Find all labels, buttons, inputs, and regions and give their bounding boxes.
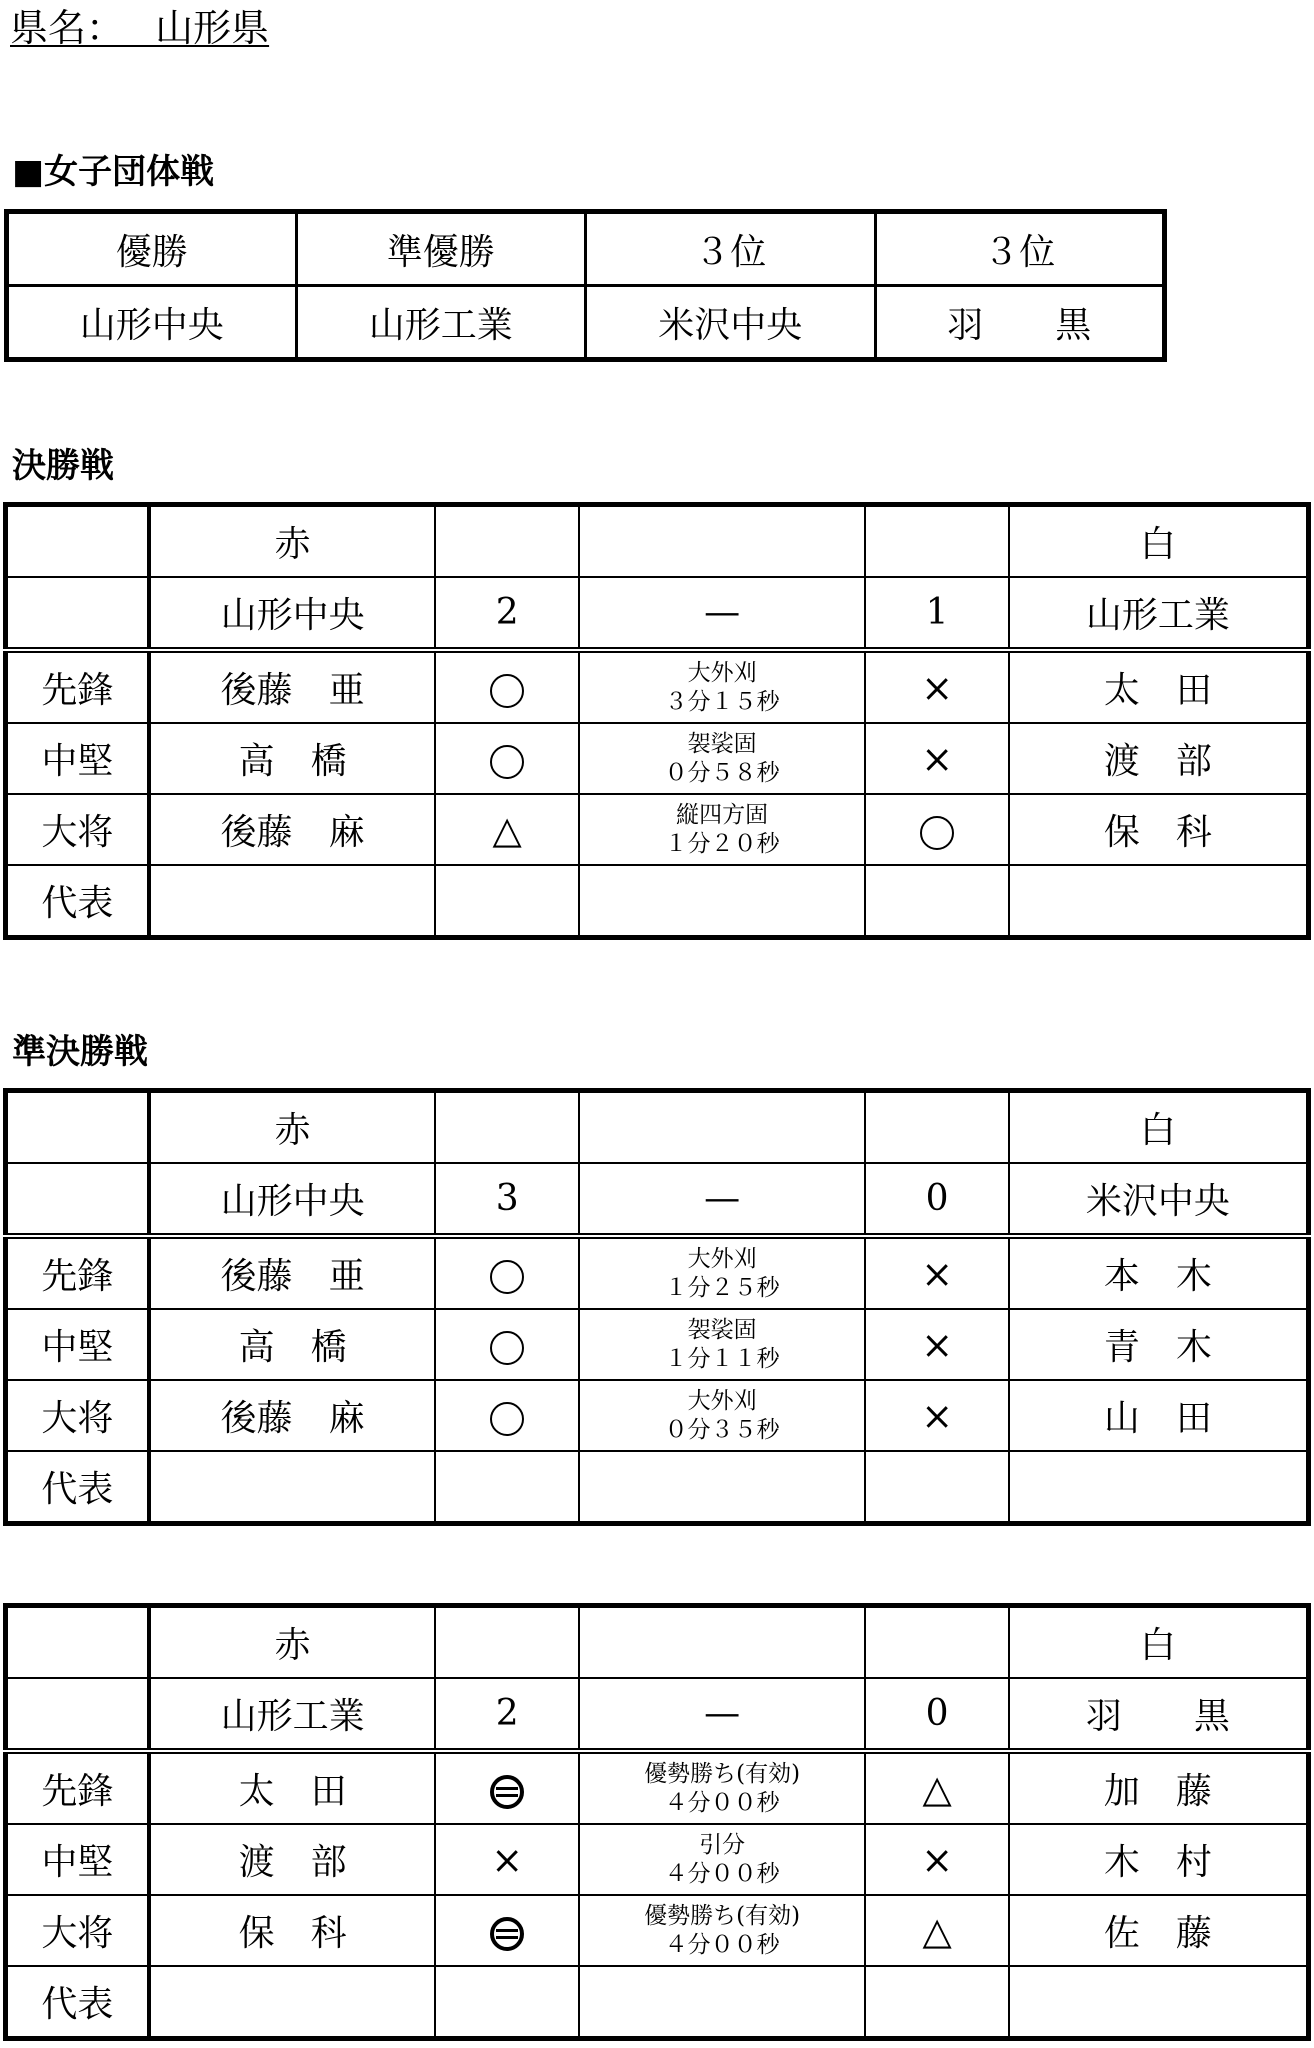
technique-name: 縦四方固 [676, 801, 769, 828]
technique-cell [579, 1309, 866, 1380]
cross-mark-icon: × [491, 1837, 524, 1882]
circle-mark-icon [490, 745, 524, 779]
technique-cell [579, 1751, 866, 1824]
technique-time: １分２５秒 [664, 1274, 780, 1301]
cross-mark-icon: × [921, 1837, 954, 1882]
technique-name: 優勢勝ち(有効) [644, 1902, 801, 1929]
red-result-mark [435, 794, 578, 865]
white-player-name: 保 科 [1009, 794, 1309, 865]
red-player-name: 渡 部 [149, 1824, 436, 1895]
white-score: 0 [865, 1163, 1008, 1236]
red-label: 赤 [149, 1091, 436, 1164]
white-player-name: 山 田 [1009, 1380, 1309, 1451]
white-result-mark [865, 1895, 1008, 1966]
white-result-mark [865, 865, 1008, 938]
empty-cell [435, 505, 578, 578]
bout-position: 代表 [6, 865, 149, 938]
technique-time: ４分００秒 [664, 1931, 780, 1958]
red-player-name: 後藤 亜 [149, 1236, 436, 1309]
empty-cell [6, 1678, 149, 1751]
bout-row [6, 1309, 1309, 1380]
summary-team-cell: 羽 黒 [875, 286, 1165, 360]
white-result-mark [865, 650, 1008, 723]
cross-mark-icon: × [921, 1393, 954, 1438]
team-score-row [6, 1163, 1309, 1236]
summary-team-cell: 山形工業 [296, 286, 586, 360]
match-title-semifinal: 準決勝戦 [12, 1032, 148, 1072]
bout-position: 代表 [6, 1451, 149, 1524]
red-result-mark [435, 1309, 578, 1380]
white-score: 0 [865, 1678, 1008, 1751]
empty-cell [6, 505, 149, 578]
red-result-mark [435, 1895, 578, 1966]
bout-row [6, 1895, 1309, 1966]
bout-row [6, 1451, 1309, 1524]
red-player-name: 保 科 [149, 1895, 436, 1966]
color-label-row [6, 1091, 1309, 1164]
bout-row [6, 1236, 1309, 1309]
bout-position: 先鋒 [6, 1236, 149, 1309]
match-table [3, 502, 1311, 940]
technique-cell [579, 1966, 866, 2039]
empty-cell [579, 1606, 866, 1679]
red-result-mark [435, 650, 578, 723]
white-player-name: 木 村 [1009, 1824, 1309, 1895]
empty-cell [6, 577, 149, 650]
empty-cell [865, 1606, 1008, 1679]
red-player-name: 後藤 亜 [149, 650, 436, 723]
triangle-mark-icon: △ [922, 1766, 952, 1811]
match-title-final: 決勝戦 [12, 446, 114, 486]
technique-cell [579, 723, 866, 794]
empty-cell [6, 1606, 149, 1679]
summary-header-row [7, 212, 1165, 286]
technique-name: 優勢勝ち(有効) [644, 1760, 801, 1787]
team-score-row [6, 1678, 1309, 1751]
bout-row [6, 1380, 1309, 1451]
technique-name: 袈裟固 [687, 730, 757, 757]
red-player-name: 後藤 麻 [149, 794, 436, 865]
color-label-row [6, 505, 1309, 578]
white-player-name: 青 木 [1009, 1309, 1309, 1380]
technique-name: 大外刈 [687, 1245, 757, 1272]
red-result-mark [435, 1451, 578, 1524]
technique-time: １分１１秒 [664, 1345, 780, 1372]
red-player-name: 高 橋 [149, 1309, 436, 1380]
red-score: 2 [435, 1678, 578, 1751]
summary-team-cell: 米沢中央 [586, 286, 876, 360]
technique-time: １分２０秒 [664, 830, 780, 857]
white-player-name [1009, 1451, 1309, 1524]
white-label: 白 [1009, 1091, 1309, 1164]
empty-cell [435, 1606, 578, 1679]
circle-mark-icon [490, 674, 524, 708]
red-result-mark [435, 1824, 578, 1895]
cross-mark-icon: × [921, 736, 954, 781]
empty-cell [6, 1091, 149, 1164]
technique-cell [579, 865, 866, 938]
bout-position: 中堅 [6, 723, 149, 794]
summary-header-cell: ３位 [586, 212, 876, 286]
bout-position: 先鋒 [6, 650, 149, 723]
summary-header-cell: 準優勝 [296, 212, 586, 286]
white-player-name [1009, 1966, 1309, 2039]
technique-cell [579, 1380, 866, 1451]
bout-row [6, 723, 1309, 794]
white-result-mark [865, 794, 1008, 865]
red-team-name: 山形工業 [149, 1678, 436, 1751]
white-player-name: 加 藤 [1009, 1751, 1309, 1824]
red-team-name: 山形中央 [149, 1163, 436, 1236]
red-player-name: 後藤 麻 [149, 1380, 436, 1451]
score-dash: — [579, 1163, 866, 1236]
technique-name: 大外刈 [687, 1387, 757, 1414]
white-player-name: 太 田 [1009, 650, 1309, 723]
technique-name: 大外刈 [687, 659, 757, 686]
bout-position: 大将 [6, 1895, 149, 1966]
technique-cell [579, 1895, 866, 1966]
technique-time: ０分３５秒 [664, 1416, 780, 1443]
red-result-mark [435, 1236, 578, 1309]
red-team-name: 山形中央 [149, 577, 436, 650]
empty-cell [865, 1091, 1008, 1164]
technique-cell [579, 1824, 866, 1895]
white-result-mark [865, 1309, 1008, 1380]
white-team-name: 米沢中央 [1009, 1163, 1309, 1236]
bout-position: 中堅 [6, 1824, 149, 1895]
technique-time: ０分５８秒 [664, 759, 780, 786]
red-score: 3 [435, 1163, 578, 1236]
summary-header-cell: ３位 [875, 212, 1165, 286]
white-score: 1 [865, 577, 1008, 650]
triangle-mark-icon: △ [492, 807, 522, 852]
red-score: 2 [435, 577, 578, 650]
white-label: 白 [1009, 505, 1309, 578]
white-result-mark [865, 1451, 1008, 1524]
bout-position: 大将 [6, 794, 149, 865]
red-player-name [149, 1451, 436, 1524]
bout-row [6, 865, 1309, 938]
bout-row [6, 1824, 1309, 1895]
cross-mark-icon: × [921, 665, 954, 710]
white-label: 白 [1009, 1606, 1309, 1679]
white-result-mark [865, 723, 1008, 794]
white-result-mark [865, 1751, 1008, 1824]
empty-cell [435, 1091, 578, 1164]
circle-mark-icon [490, 1260, 524, 1294]
bout-position: 代表 [6, 1966, 149, 2039]
match-table [3, 1603, 1311, 2041]
bout-position: 大将 [6, 1380, 149, 1451]
technique-time: ４分００秒 [664, 1860, 780, 1887]
section-title: ■女子団体戦 [12, 152, 215, 192]
summary-header-cell: 優勝 [7, 212, 297, 286]
bout-position: 中堅 [6, 1309, 149, 1380]
summary-team-cell: 山形中央 [7, 286, 297, 360]
circle-mark-icon [490, 1402, 524, 1436]
summary-table [4, 209, 1167, 362]
red-result-mark [435, 865, 578, 938]
red-result-mark [435, 1380, 578, 1451]
score-dash: — [579, 1678, 866, 1751]
empty-cell [579, 1091, 866, 1164]
cross-mark-icon: × [921, 1251, 954, 1296]
technique-cell [579, 1451, 866, 1524]
bout-row [6, 1966, 1309, 2039]
double-circle-mark-icon [490, 1775, 524, 1809]
red-result-mark [435, 1966, 578, 2039]
technique-cell [579, 794, 866, 865]
white-result-mark [865, 1966, 1008, 2039]
white-result-mark [865, 1824, 1008, 1895]
white-result-mark [865, 1380, 1008, 1451]
red-label: 赤 [149, 1606, 436, 1679]
score-dash: — [579, 577, 866, 650]
technique-name: 袈裟固 [687, 1316, 757, 1343]
red-label: 赤 [149, 505, 436, 578]
red-player-name [149, 865, 436, 938]
bout-position: 先鋒 [6, 1751, 149, 1824]
white-team-name: 山形工業 [1009, 577, 1309, 650]
match-table [3, 1088, 1311, 1526]
circle-mark-icon [490, 1331, 524, 1365]
red-result-mark [435, 723, 578, 794]
empty-cell [865, 505, 1008, 578]
technique-time: ３分１５秒 [664, 688, 780, 715]
technique-name: 引分 [699, 1831, 746, 1858]
team-score-row [6, 577, 1309, 650]
white-result-mark [865, 1236, 1008, 1309]
cross-mark-icon: × [921, 1322, 954, 1367]
bout-row [6, 1751, 1309, 1824]
summary-team-row [7, 286, 1165, 360]
bout-row [6, 650, 1309, 723]
empty-cell [6, 1163, 149, 1236]
white-player-name: 本 木 [1009, 1236, 1309, 1309]
circle-mark-icon [920, 816, 954, 850]
technique-time: ４分００秒 [664, 1789, 780, 1816]
bout-row [6, 794, 1309, 865]
technique-cell [579, 650, 866, 723]
red-player-name: 太 田 [149, 1751, 436, 1824]
red-player-name: 高 橋 [149, 723, 436, 794]
triangle-mark-icon: △ [922, 1908, 952, 1953]
color-label-row [6, 1606, 1309, 1679]
white-player-name: 佐 藤 [1009, 1895, 1309, 1966]
empty-cell [579, 505, 866, 578]
white-team-name: 羽 黒 [1009, 1678, 1309, 1751]
red-result-mark [435, 1751, 578, 1824]
red-player-name [149, 1966, 436, 2039]
white-player-name [1009, 865, 1309, 938]
prefecture-line: 県名： 山形県 [10, 6, 270, 50]
white-player-name: 渡 部 [1009, 723, 1309, 794]
double-circle-mark-icon [490, 1917, 524, 1951]
technique-cell [579, 1236, 866, 1309]
